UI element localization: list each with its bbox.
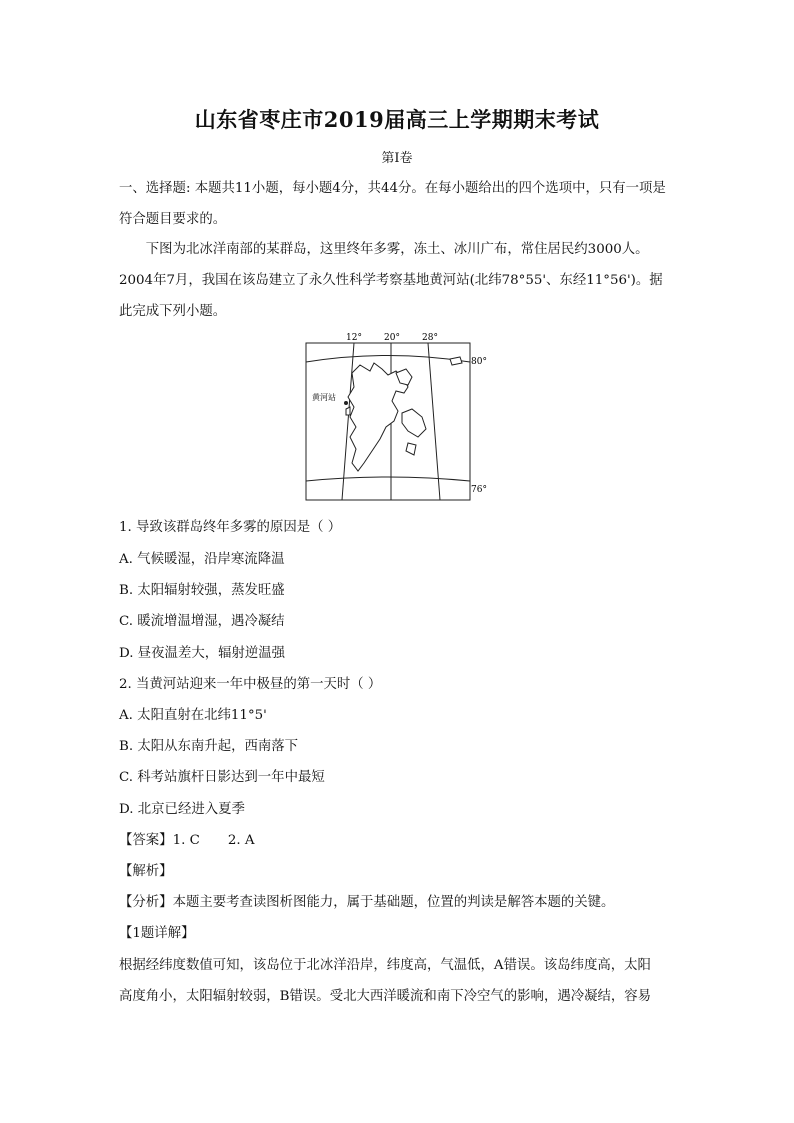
section-title: 第I卷 <box>381 151 413 166</box>
question-2-option-d: D. 北京已经进入夏季 <box>119 802 245 817</box>
lon-label-28: 28° <box>422 333 438 343</box>
analysis-sub-label: 【分析】 <box>119 895 173 910</box>
lat-label-76: 76° <box>471 485 487 495</box>
question-2-option-b: B. 太阳从东南升起，西南落下 <box>119 739 299 754</box>
question-2-stem: 2. 当黄河站迎来一年中极昼的第一天时（ ） <box>119 677 382 692</box>
question-1-option-d: D. 昼夜温差大，辐射逆温强 <box>119 646 286 661</box>
lon-label-12: 12° <box>346 333 362 343</box>
answer-line <box>119 825 255 856</box>
archipelago-map <box>300 331 490 503</box>
answer-1: 1. C <box>172 833 200 848</box>
analysis-text: 本题主要考查读图析图能力，属于基础题，位置的判读是解答本题的关键。 <box>172 895 615 910</box>
question-2-option-c: C. 科考站旗杆日影达到一年中最短 <box>119 770 325 785</box>
analysis-line <box>119 887 614 918</box>
station-marker-icon <box>344 401 348 405</box>
detail-line-1: 根据经纬度数值可知，该岛位于北冰洋沿岸，纬度高，气温低，A错误。该岛纬度高，太阳 <box>119 958 651 973</box>
question-1-option-c: C. 暖流增温增湿，遇冷凝结 <box>119 614 285 629</box>
island-west <box>346 407 350 415</box>
detail-label: 【1题详解】 <box>119 926 195 941</box>
page-title: 山东省枣庄市2019届高三上学期期末考试 <box>194 107 600 132</box>
island-far-east <box>450 357 462 365</box>
answer-label: 【答案】 <box>119 833 173 848</box>
question-2-option-a: A. 太阳直射在北纬11°5' <box>119 708 267 723</box>
question-material: 下图为北冰洋南部的某群岛，这里终年多雾，冻土、冰川广布，常住居民约3000人。2004年7月，我国在该岛建立了永久性科学考察基地黄河站(北纬78°55'、东经11°56')。据此完成下列小题。 <box>119 242 663 319</box>
station-label: 黄河站 <box>312 393 336 402</box>
lon-label-20: 20° <box>384 333 400 343</box>
question-1-stem: 1. 导致该群岛终年多雾的原因是（ ） <box>119 520 342 535</box>
detail-line-2: 高度角小，太阳辐射较弱，B错误。受北大西洋暖流和南下冷空气的影响，遇冷凝结，容易 <box>119 989 652 1004</box>
answer-2: 2. A <box>227 833 255 848</box>
lat-label-80: 80° <box>471 357 487 367</box>
section-instructions: 一、选择题: 本题共11小题，每小题4分，共44分。在每小题给出的四个选项中，只有一项是符合题目要求的。 <box>119 181 666 227</box>
question-1-option-b: B. 太阳辐射较强，蒸发旺盛 <box>119 583 285 598</box>
question-1-option-a: A. 气候暖湿，沿岸寒流降温 <box>119 552 285 567</box>
analysis-label: 【解析】 <box>119 864 173 879</box>
